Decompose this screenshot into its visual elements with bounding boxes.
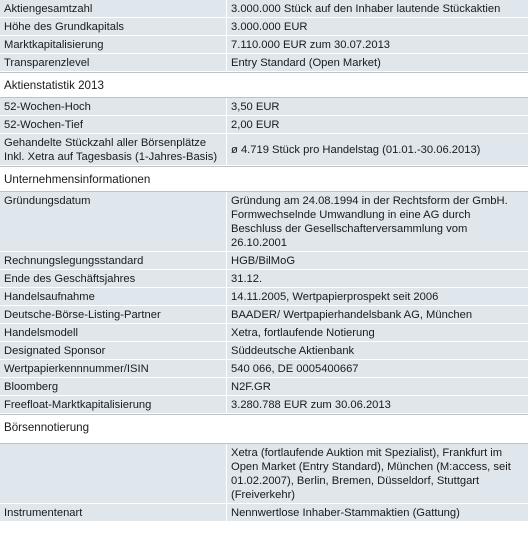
row-label: Instrumentenart xyxy=(4,507,83,519)
row-label: Deutsche-Börse-Listing-Partner xyxy=(4,309,161,321)
table-row xyxy=(0,270,528,288)
row-value: 2,00 EUR xyxy=(226,116,528,133)
row-label xyxy=(0,444,226,503)
row-label: Rechnungslegungsstandard xyxy=(4,255,144,267)
table-row xyxy=(0,98,528,116)
row-label: Designated Sponsor xyxy=(4,345,106,357)
table-row xyxy=(0,342,528,360)
section-heading: Aktienstatistik 2013 xyxy=(0,72,528,98)
table-row xyxy=(0,0,528,18)
table-row xyxy=(0,288,528,306)
table-row xyxy=(0,378,528,396)
row-value: 14.11.2005, Wertpapierprospekt seit 2006 xyxy=(226,288,528,305)
row-value: 3.000.000 Stück auf den Inhaber lautende Stückaktien xyxy=(226,0,528,17)
row-label: Marktkapitalisierung xyxy=(4,39,104,51)
table-row xyxy=(0,444,528,504)
table-row xyxy=(0,192,528,252)
row-value: Xetra (fortlaufende Auktion mit Spezialist), Frankfurt im Open Market (Entry Standard), München (M:access, seit 01.02.2007), Berlin, Bremen, Düsseldorf, Stuttgart (Freiverkehr) xyxy=(226,444,528,503)
row-value: 540 066, DE 0005400667 xyxy=(226,360,528,377)
row-label: 52-Wochen-Tief xyxy=(4,119,83,131)
row-value: 3.280.788 EUR zum 30.06.2013 xyxy=(226,396,528,413)
row-value: 3.000.000 EUR xyxy=(226,18,528,35)
row-value: HGB/BilMoG xyxy=(226,252,528,269)
row-value: Entry Standard (Open Market) xyxy=(226,54,528,71)
section-heading: Börsennotierung xyxy=(0,414,528,444)
section-heading: Unternehmensinformationen xyxy=(0,166,528,192)
row-value: 7.110.000 EUR zum 30.07.2013 xyxy=(226,36,528,53)
row-label: 52-Wochen-Hoch xyxy=(4,101,91,113)
row-value: Süddeutsche Aktienbank xyxy=(226,342,528,359)
table-row xyxy=(0,360,528,378)
table-row xyxy=(0,116,528,134)
row-value: Xetra, fortlaufende Notierung xyxy=(226,324,528,341)
row-value: Nennwertlose Inhaber-Stammaktien (Gattung) xyxy=(226,504,528,521)
row-label: Bloomberg xyxy=(4,381,59,393)
row-label: Handelsmodell xyxy=(4,327,79,339)
row-label: Gehandelte Stückzahl aller Börsenplätze Inkl. Xetra auf Tagesbasis (1-Jahres-Basis) xyxy=(4,137,218,163)
table-row xyxy=(0,54,528,72)
row-value: 31.12. xyxy=(226,270,528,287)
table-row xyxy=(0,36,528,54)
table-row xyxy=(0,306,528,324)
row-label: Handelsaufnahme xyxy=(4,291,95,303)
row-label: Ende des Geschäftsjahres xyxy=(4,273,136,285)
table-row xyxy=(0,396,528,414)
row-label: Höhe des Grundkapitals xyxy=(4,21,125,33)
row-value: N2F.GR xyxy=(226,378,528,395)
row-value: Gründung am 24.08.1994 in der Rechtsform der GmbH. Formwechselnde Umwandlung in eine AG durch Beschluss der Gesellschafterversammlung vom 26.10.2001 xyxy=(226,192,528,251)
row-label: Transparenzlevel xyxy=(4,57,90,69)
table-row xyxy=(0,252,528,270)
table-row xyxy=(0,18,528,36)
row-value: 3,50 EUR xyxy=(226,98,528,115)
row-label: Aktiengesamtzahl xyxy=(4,3,93,15)
table-row xyxy=(0,504,528,522)
table-row xyxy=(0,134,528,166)
row-label: Wertpapierkennnummer/ISIN xyxy=(4,363,149,375)
table-row xyxy=(0,324,528,342)
row-value: ø 4.719 Stück pro Handelstag (01.01.-30.06.2013) xyxy=(226,134,528,165)
row-value: BAADER/ Wertpapierhandelsbank AG, München xyxy=(226,306,528,323)
row-label: Gründungsdatum xyxy=(4,195,91,207)
row-label: Freefloat-Marktkapitalisierung xyxy=(4,399,152,411)
